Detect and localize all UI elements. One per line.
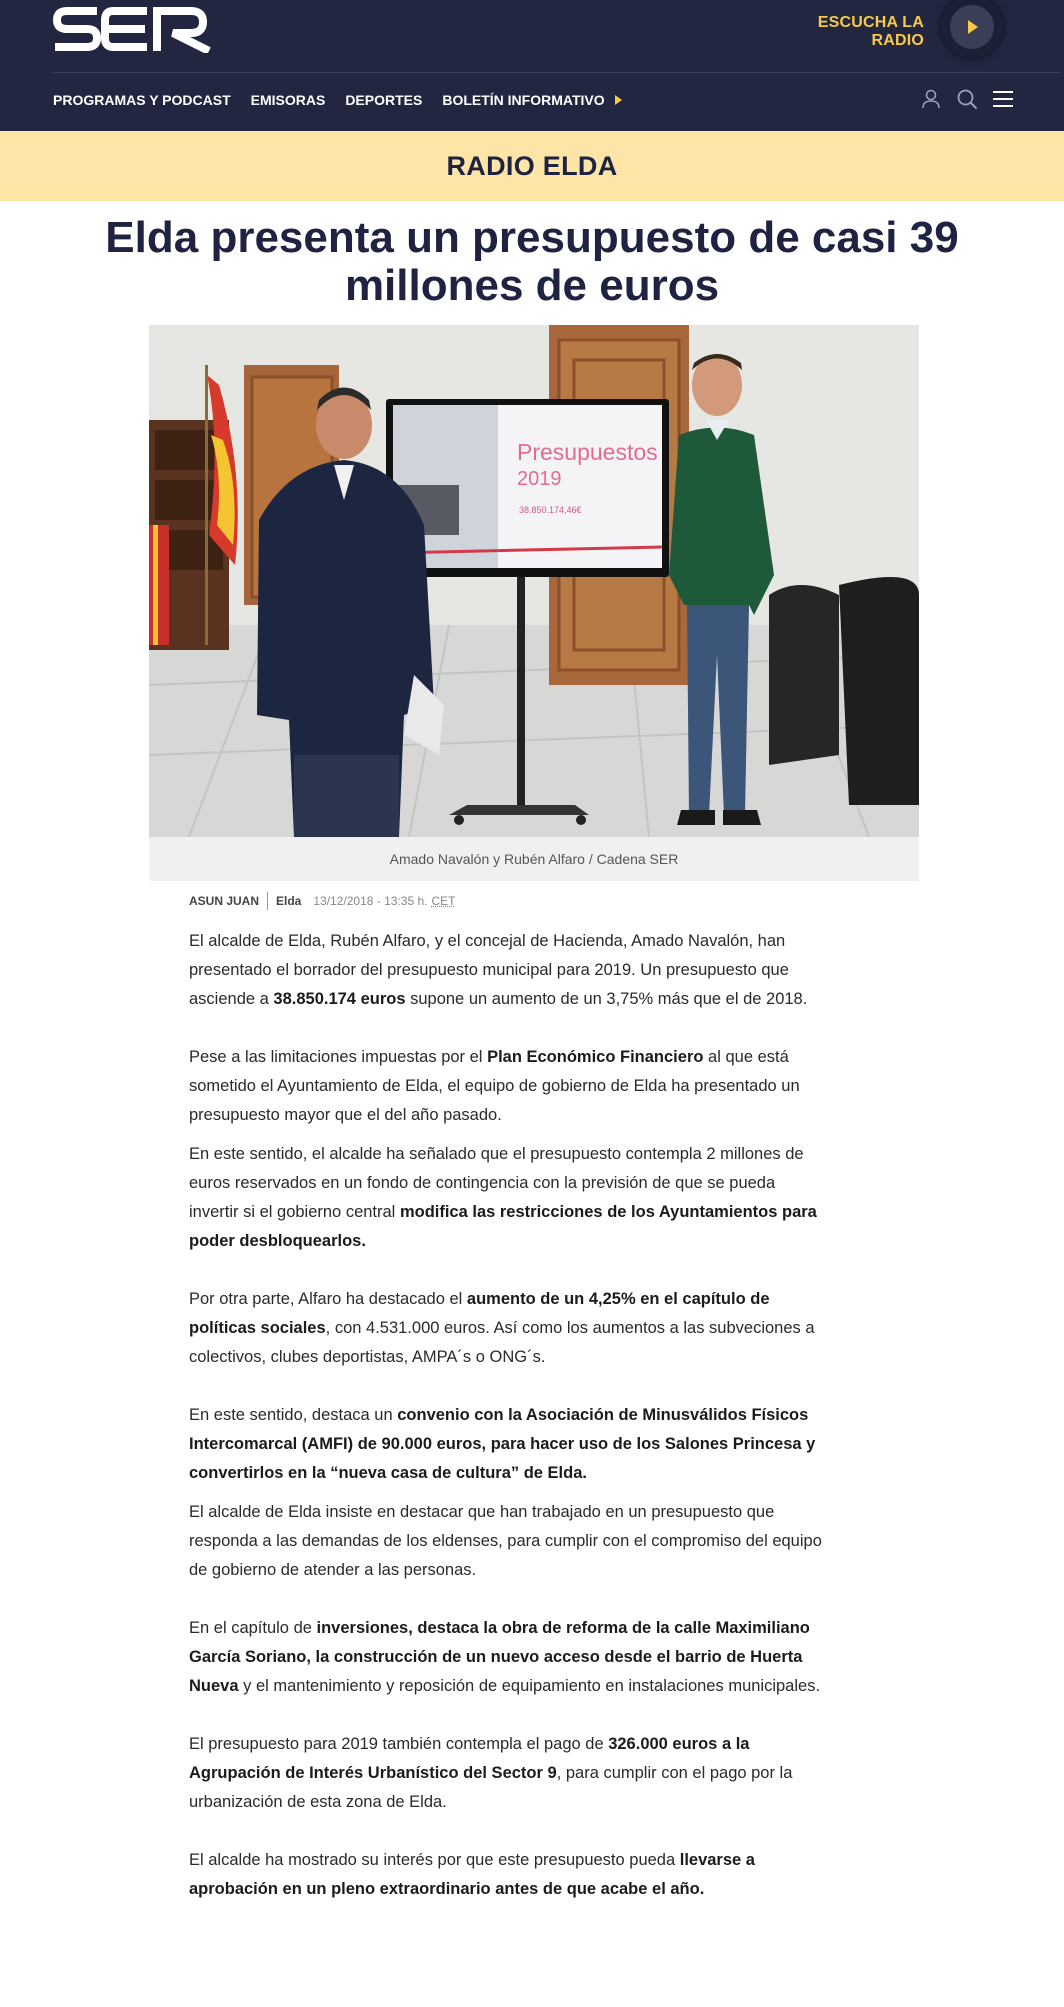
timezone-abbr: CET — [431, 894, 456, 908]
paragraph-3: En este sentido, el alcalde ha señalado que el presupuesto contempla 2 millones de euros reservados en un fondo de contingencia con la previsión de que se pueda invertir si el gobierno central modifica las restricciones de los Ayuntamientos para poder desbloquearlos. — [189, 1145, 817, 1250]
section-bar — [0, 131, 1064, 201]
paragraph-4: Por otra parte, Alfaro ha destacado el aumento de un 4,25% en el capítulo de políticas sociales, con 4.531.000 euros. Así como los aumentos a las subveciones a colectivos, clubes deportistas, AMPA´s o ONG´s. — [189, 1290, 815, 1366]
tv-screen-title-2: 2019 — [517, 468, 562, 490]
play-arrow-icon — [615, 95, 622, 105]
byline-separator — [267, 892, 268, 910]
listen-radio-widget[interactable] — [764, 0, 1024, 60]
section-title[interactable]: RADIO ELDA — [446, 151, 618, 181]
article-body — [189, 927, 829, 1904]
play-button[interactable] — [941, 0, 1003, 58]
byline-place[interactable]: Elda — [276, 894, 302, 908]
photo-illustration — [149, 325, 919, 837]
menu-icon[interactable] — [992, 88, 1014, 110]
header-icons — [920, 88, 1014, 110]
nav-item-deportes[interactable]: DEPORTES — [345, 92, 423, 108]
tv-screen-title-1: Presupuestos — [517, 439, 658, 465]
photo-caption: Amado Navalón y Rubén Alfaro / Cadena SER — [149, 837, 919, 881]
paragraph-6: El alcalde de Elda insiste en destacar que han trabajado en un presupuesto que responda a las demandas de los eldenses, para cumplir con el compromiso del equipo de gobierno de atender a las personas. — [189, 1503, 822, 1579]
listen-radio-label[interactable]: ESCUCHA LA RADIO — [817, 14, 924, 49]
byline — [189, 891, 455, 911]
paragraph-1: El alcalde de Elda, Rubén Alfaro, y el concejal de Hacienda, Amado Navalón, han presentado el borrador del presupuesto municipal para 2019. Un presupuesto que asciende a 38.850.174 euros supone un aumento de un 3,75% más que el de 2018. — [189, 932, 808, 1008]
ser-logo[interactable] — [53, 3, 213, 53]
search-icon[interactable] — [956, 88, 978, 110]
nav-item-programas[interactable]: PROGRAMAS Y PODCAST — [53, 92, 231, 108]
publish-date: 13/12/2018 - 13:35 h. — [313, 894, 428, 908]
paragraph-8: El presupuesto para 2019 también contempla el pago de 326.000 euros a la Agrupación de Interés Urbanístico del Sector 9, para cumplir con el pago por la urbanización de esta zona de Elda. — [189, 1735, 793, 1811]
article-headline: Elda presenta un presupuesto de casi 39 millones de euros — [105, 213, 959, 310]
paragraph-9: El alcalde ha mostrado su interés por que este presupuesto pueda llevarse a aprobación en un pleno extraordinario antes de que acabe el año. — [189, 1851, 755, 1898]
tv-screen-amount: 38.850.174,46€ — [519, 505, 582, 515]
paragraph-5: En este sentido, destaca un convenio con la Asociación de Minusválidos Físicos Intercomarcal (AMFI) de 90.000 euros, para hacer uso de los Salones Princesa y convertirlos en la “nueva casa de cultura” de Elda. — [189, 1406, 816, 1482]
play-button-inner — [950, 5, 994, 49]
nav-item-emisoras[interactable]: EMISORAS — [250, 92, 326, 108]
article-photo — [149, 325, 919, 837]
nav-item-boletin[interactable]: BOLETÍN INFORMATIVO — [442, 92, 605, 108]
play-icon — [968, 20, 978, 34]
site-header — [0, 0, 1064, 131]
author-name[interactable]: ASUN JUAN — [189, 894, 260, 908]
header-divider — [53, 72, 1061, 73]
user-icon[interactable] — [920, 88, 942, 110]
paragraph-7: En el capítulo de inversiones, destaca la obra de reforma de la calle Maximiliano García Soriano, la construcción de un nuevo acceso desde el barrio de Huerta Nueva y el mantenimiento y reposición de equipamiento en instalaciones municipales. — [189, 1619, 821, 1695]
main-nav — [53, 92, 622, 110]
paragraph-2: Pese a las limitaciones impuestas por el Plan Económico Financiero al que está sometido el Ayuntamiento de Elda, el equipo de gobierno de Elda ha presentado un presupuesto mayor que el del año pasado. — [189, 1048, 800, 1124]
